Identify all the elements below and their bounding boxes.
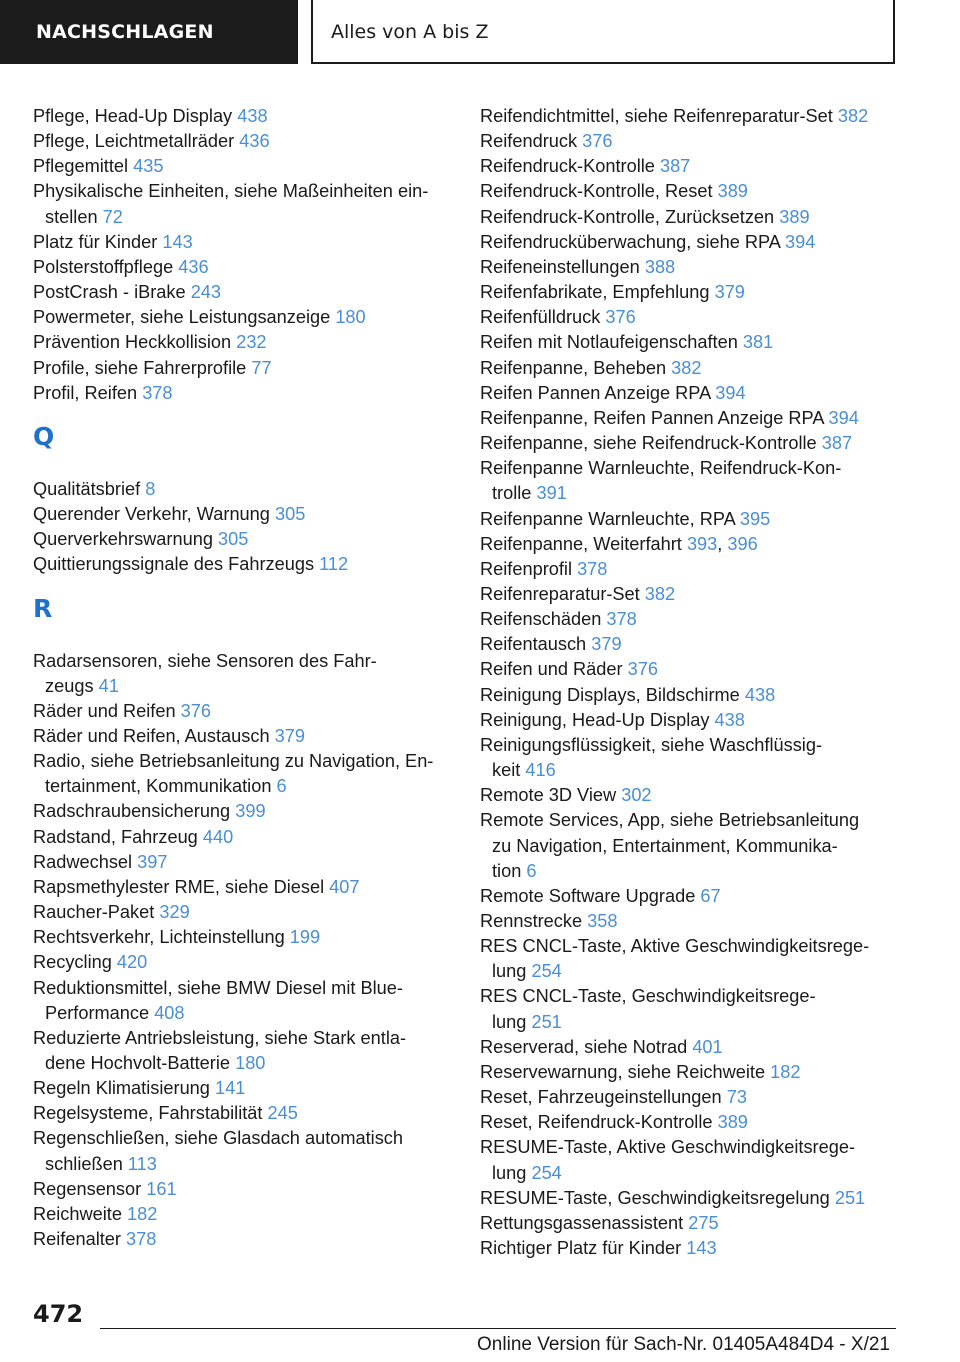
page-reference-link[interactable]: 436	[178, 256, 209, 277]
index-entry-text: Reifendruck-Kontrolle, Reset	[480, 181, 713, 202]
index-entry-text: Reifenreparatur-Set	[480, 583, 640, 604]
page-reference-link[interactable]: 305	[274, 504, 306, 525]
page-reference-link[interactable]: 358	[587, 911, 618, 931]
index-entry	[480, 305, 910, 330]
index-entry	[480, 733, 910, 783]
page-reference-link[interactable]: 302	[621, 785, 652, 806]
page-reference-link[interactable]: 180	[235, 1053, 266, 1073]
index-entry-text: Reifendruck	[480, 131, 578, 152]
page-reference-link[interactable]: 41	[98, 675, 119, 696]
index-entry-text: Prävention Heckkollision	[33, 332, 232, 353]
index-entry-text: Pflege, Leichtmetallräder	[33, 131, 235, 152]
index-entry-text: stellen	[45, 206, 98, 227]
page-reference-link[interactable]: 143	[162, 231, 193, 252]
index-entry	[480, 708, 910, 733]
page-reference-link[interactable]: 243	[190, 282, 222, 303]
index-entry	[480, 154, 910, 179]
index-entry-text: Performance	[45, 1002, 150, 1023]
index-entry	[33, 305, 458, 330]
page-reference-link[interactable]: 382	[644, 583, 676, 604]
index-entry-text: Radstand, Fahrzeug	[33, 826, 198, 847]
index-entry	[480, 356, 910, 381]
index-entry-text: Reduktionsmittel, siehe BMW Diesel mit Blue-	[33, 977, 403, 998]
index-entry	[33, 900, 458, 925]
page-number: 472	[33, 1300, 84, 1328]
page-reference-link[interactable]: 416	[525, 760, 556, 781]
index-entry	[33, 699, 458, 724]
index-entry-text: Reifendichtmittel, siehe Reifenreparatur-Set	[480, 106, 833, 126]
index-entry-text: Remote Software Upgrade	[480, 885, 696, 906]
index-entry	[33, 875, 458, 900]
index-entry	[480, 104, 910, 129]
index-entry	[480, 1236, 910, 1261]
page-reference-link[interactable]: 141	[214, 1078, 246, 1099]
index-entry	[33, 280, 458, 305]
index-entry-text: Radschraubensicherung	[33, 801, 231, 822]
index-entry	[480, 783, 910, 808]
index-entry-text: Regeln Klimatisierung	[33, 1078, 210, 1099]
index-entry-text: Reifeneinstellungen	[480, 256, 640, 277]
page-reference-link[interactable]: 77	[251, 357, 272, 378]
index-entry-text: Reserverad, siehe Notrad	[480, 1036, 688, 1057]
index-column-right	[480, 104, 910, 1261]
page-reference-link[interactable]: 143	[686, 1238, 717, 1259]
index-entry-text: Remote 3D View	[480, 785, 617, 806]
index-entry	[480, 557, 910, 582]
page-reference-link[interactable]: 420	[116, 952, 148, 973]
index-entry	[480, 507, 910, 532]
page-reference-link[interactable]: 389	[717, 181, 748, 202]
index-entry-text: RES CNCL-Taste, Aktive Geschwindigkeitsrege-	[480, 936, 870, 957]
index-entry-text: RESUME-Taste, Aktive Geschwindigkeitsrege-	[480, 1137, 855, 1158]
index-entry-text: Platz für Kinder	[33, 231, 158, 252]
index-entry	[33, 154, 458, 179]
chapter-tab: Alles von A bis Z	[311, 0, 895, 64]
index-entry-text: Regensensor	[33, 1178, 142, 1199]
index-entry	[480, 179, 910, 204]
page-reference-link[interactable]: 435	[133, 156, 164, 177]
index-entry	[33, 230, 458, 255]
page-reference-link[interactable]: 395	[739, 508, 771, 529]
page-reference-link[interactable]: 67	[700, 885, 721, 906]
index-entry	[480, 406, 910, 431]
index-entry-text: Reset, Reifendruck-Kontrolle	[480, 1112, 713, 1133]
index-entry-text: Reifenprofil	[480, 558, 572, 579]
index-entry-text: Regelsysteme, Fahrstabilität	[33, 1103, 263, 1124]
page-reference-link[interactable]: 245	[267, 1103, 298, 1124]
index-entry-text: tertainment, Kommunikation	[45, 776, 272, 797]
index-entry-text: RES CNCL-Taste, Geschwindigkeitsrege-	[480, 986, 816, 1007]
index-entry	[480, 205, 910, 230]
index-entry-text: Regenschließen, siehe Glasdach automatisch	[33, 1128, 404, 1149]
index-entry	[480, 129, 910, 154]
index-entry	[33, 129, 458, 154]
index-entry-text: PostCrash - iBrake	[33, 282, 186, 303]
index-entry	[480, 1186, 910, 1211]
index-entry	[480, 330, 910, 355]
index-entry	[33, 502, 458, 527]
index-entry	[480, 280, 910, 305]
index-entry	[480, 1135, 910, 1185]
index-entry-text: Reinigung Displays, Bildschirme	[480, 684, 740, 705]
page-header	[0, 0, 960, 66]
index-entry	[33, 850, 458, 875]
index-entry-text: Radio, siehe Betriebsanleitung zu Navigation, En-	[33, 751, 434, 772]
index-entry-text: Reinigung, Head-Up Display	[480, 709, 710, 730]
index-entry	[33, 825, 458, 850]
page-reference-link[interactable]: 376	[180, 700, 211, 721]
index-entry-text: Reifenalter	[33, 1229, 121, 1250]
index-entry-text: Reifenschäden	[480, 609, 602, 630]
index-entry-text: Rettungsgassenassistent	[480, 1212, 684, 1233]
page-reference-link[interactable]: 376	[605, 307, 636, 328]
index-entry-text: Reifenpanne Warnleuchte, Reifendruck-Kon-	[480, 458, 842, 479]
index-entry-text: Reduzierte Antriebsleistung, siehe Stark entla-	[33, 1027, 407, 1048]
index-entry	[33, 925, 458, 950]
index-entry	[480, 934, 910, 984]
index-entry-text: lung	[492, 961, 527, 982]
page-reference-link[interactable]: 275	[688, 1212, 719, 1233]
index-entry-text: dene Hochvolt-Batterie	[45, 1053, 231, 1073]
page-reference-link[interactable]: 387	[821, 433, 853, 454]
page-reference-link[interactable]: 182	[127, 1203, 158, 1224]
index-entry	[33, 649, 458, 699]
page-reference-link[interactable]: 376	[627, 659, 658, 680]
index-entry-text: Reifenpanne Warnleuchte, RPA	[480, 508, 735, 529]
index-entry	[480, 1211, 910, 1236]
page-reference-link[interactable]: 378	[606, 609, 637, 630]
page-reference-link[interactable]: 382	[837, 106, 869, 126]
index-entry-text: Reservewarnung, siehe Reichweite	[480, 1061, 766, 1082]
index-entry	[480, 657, 910, 682]
index-entry	[480, 1060, 910, 1085]
index-entry-text: RESUME-Taste, Geschwindigkeitsregelung	[480, 1187, 830, 1208]
index-entry-text: Reifen und Räder	[480, 659, 623, 680]
page-reference-link[interactable]: 387	[659, 156, 691, 177]
index-entry-text: Quittierungssignale des Fahrzeugs	[33, 554, 315, 575]
index-entry	[33, 1227, 458, 1252]
page-reference-link[interactable]: 408	[154, 1002, 185, 1023]
index-entry-text: schließen	[45, 1153, 123, 1174]
index-entry	[480, 582, 910, 607]
index-letter-heading: Q	[33, 421, 55, 451]
page-reference-link[interactable]: 378	[126, 1229, 157, 1250]
page-reference-link[interactable]: 73	[726, 1087, 747, 1108]
section-tab: NACHSCHLAGEN	[0, 0, 298, 64]
page-reference-link[interactable]: 112	[319, 554, 349, 575]
index-entry-text: Räder und Reifen, Austausch	[33, 725, 270, 746]
index-entry-text: Raucher-Paket	[33, 902, 155, 923]
index-entry-text: Reichweite	[33, 1203, 122, 1224]
index-entry-text: Physikalische Einheiten, siehe Maßeinheiten ein-	[33, 181, 429, 202]
index-entry	[33, 1126, 458, 1176]
index-entry-text: Reifen mit Notlaufeigenschaften	[480, 332, 738, 353]
index-entry	[480, 230, 910, 255]
index-entry-text: Powermeter, siehe Leistungsanzeige	[33, 307, 331, 328]
index-entry	[33, 356, 458, 381]
index-entry-text: Reifendrucküberwachung, siehe RPA	[480, 231, 780, 252]
index-entry	[33, 1101, 458, 1126]
index-entry-text: trolle	[492, 483, 532, 504]
index-entry	[33, 1076, 458, 1101]
index-entry-text: Radwechsel	[33, 851, 133, 872]
index-entry-text: Rennstrecke	[480, 911, 583, 931]
index-entry	[33, 1202, 458, 1227]
page-reference-link[interactable]: 389	[779, 206, 810, 227]
index-entry	[480, 431, 910, 456]
index-entry: Reifenpanne, Weiterfahrt 393, 396	[480, 533, 758, 554]
index-entry-text: Reifenfülldruck	[480, 307, 601, 328]
index-entry-text: zeugs	[45, 675, 94, 696]
page-reference-link[interactable]: 251	[834, 1187, 866, 1208]
index-entry-text: Reset, Fahrzeugeinstellungen	[480, 1087, 722, 1108]
index-entry-text: lung	[492, 1162, 527, 1183]
page-reference-link[interactable]: 438	[237, 106, 268, 126]
page-reference-link[interactable]: 438	[744, 684, 776, 705]
index-entry-text: Reifenpanne, Weiterfahrt	[480, 533, 682, 554]
page-reference-link[interactable]: 389	[717, 1112, 748, 1133]
index-entry	[480, 984, 910, 1034]
index-entry-text: Polsterstoffpflege	[33, 256, 174, 277]
index-entry-text: keit	[492, 760, 521, 781]
index-entry-text: Reifenpanne, Beheben	[480, 357, 667, 378]
page-reference-link[interactable]: 8	[145, 478, 156, 499]
page-reference-link[interactable]: 401	[692, 1036, 723, 1057]
index-entry-text: Querender Verkehr, Warnung	[33, 504, 270, 525]
index-entry	[33, 179, 458, 229]
index-entry	[33, 976, 458, 1026]
index-entry-text: Pflegemittel	[33, 156, 129, 177]
index-entry-text: Remote Services, App, siehe Betriebsanleitung	[480, 810, 860, 831]
index-entry	[480, 255, 910, 280]
page-reference-link[interactable]: 378	[142, 382, 173, 403]
page-reference-link[interactable]: 378	[577, 558, 608, 579]
index-entry	[33, 552, 458, 577]
page-reference-link[interactable]: 394	[785, 231, 816, 252]
page-reference-link[interactable]: 161	[146, 1178, 177, 1199]
index-entry-text: Reifendruck-Kontrolle	[480, 156, 655, 177]
page-reference-link[interactable]: 397	[137, 851, 168, 872]
index-entry-text: Reifenfabrikate, Empfehlung	[480, 282, 710, 303]
index-entry-text: Profil, Reifen	[33, 382, 138, 403]
index-entry	[33, 950, 458, 975]
page-reference-link[interactable]: 396	[727, 533, 758, 554]
index-entry	[33, 799, 458, 824]
page-reference-link[interactable]: 381	[742, 332, 774, 353]
index-entry	[480, 683, 910, 708]
page-reference-link[interactable]: 305	[218, 529, 249, 550]
page-reference-link[interactable]: 6	[276, 776, 287, 797]
page-reference-link[interactable]: 393	[686, 533, 718, 554]
index-entry	[480, 632, 910, 657]
index-entry-text: Qualitätsbrief	[33, 478, 141, 499]
page-reference-link[interactable]: 394	[828, 407, 859, 428]
page-reference-link[interactable]: 6	[526, 860, 537, 881]
index-entry-text: Reifenpanne, siehe Reifendruck-Kontrolle	[480, 433, 817, 454]
page-reference-link[interactable]: 438	[714, 709, 745, 730]
index-entry	[480, 456, 910, 506]
page-reference-link[interactable]: 376	[582, 131, 613, 152]
index-entry	[33, 1026, 458, 1076]
page-reference-link[interactable]: 407	[329, 876, 360, 897]
index-entry-text: Profile, siehe Fahrerprofile	[33, 357, 247, 378]
index-entry	[33, 527, 458, 552]
page-reference-link[interactable]: 399	[235, 801, 266, 822]
page-reference-link[interactable]: 329	[159, 902, 190, 923]
index-letter-heading: R	[33, 593, 53, 623]
index-entry-text: Reifenpanne, Reifen Pannen Anzeige RPA	[480, 407, 824, 428]
index-entry	[480, 1085, 910, 1110]
page-reference-link[interactable]: 232	[236, 332, 267, 353]
page-reference-link[interactable]: 72	[102, 206, 123, 227]
index-entry	[480, 607, 910, 632]
index-entry	[480, 381, 910, 406]
page-reference-link[interactable]: 254	[531, 1162, 562, 1183]
index-entry	[33, 477, 458, 502]
page-reference-link[interactable]: 113	[127, 1153, 157, 1174]
page-reference-link[interactable]: 391	[536, 483, 567, 504]
index-entry	[33, 1177, 458, 1202]
page-reference-link[interactable]: 379	[714, 282, 745, 303]
index-entry-text: lung	[492, 1011, 527, 1032]
index-entry-text: Rapsmethylester RME, siehe Diesel	[33, 876, 325, 897]
index-entry	[33, 381, 458, 406]
index-entry-text: Reifen Pannen Anzeige RPA	[480, 382, 711, 403]
index-entry-text: Reifentausch	[480, 634, 587, 655]
index-entry-text: Richtiger Platz für Kinder	[480, 1238, 682, 1259]
index-entry-text: Radarsensoren, siehe Sensoren des Fahr-	[33, 650, 377, 671]
index-entry	[33, 749, 458, 799]
page-reference-link[interactable]: 394	[715, 382, 746, 403]
footer-divider	[100, 1328, 896, 1329]
index-entry	[480, 1110, 910, 1135]
online-version-note: Online Version für Sach-Nr. 01405A484D4 - X/21	[477, 1334, 890, 1355]
index-entry	[480, 884, 910, 909]
page-reference-link[interactable]: 388	[644, 256, 676, 277]
index-entry-text: Reifendruck-Kontrolle, Zurücksetzen	[480, 206, 775, 227]
index-entry	[480, 808, 910, 883]
index-entry-text: Räder und Reifen	[33, 700, 176, 721]
page-reference-link[interactable]: 254	[531, 961, 562, 982]
page-reference-link[interactable]: 199	[289, 927, 321, 948]
index-column-left	[33, 104, 458, 1252]
index-entry	[480, 909, 910, 934]
index-entry-text: zu Navigation, Entertainment, Kommunika-	[492, 835, 838, 856]
page-reference-link[interactable]: 379	[274, 725, 306, 746]
index-entry	[33, 104, 458, 129]
index-entry-text: Recycling	[33, 952, 112, 973]
page-reference-link[interactable]: 180	[335, 307, 366, 328]
index-entry-text: Rechtsverkehr, Lichteinstellung	[33, 927, 285, 948]
page-reference-link[interactable]: 251	[531, 1011, 562, 1032]
page-reference-link[interactable]: 440	[202, 826, 234, 847]
index-entry-text: tion	[492, 860, 522, 881]
index-entry	[33, 255, 458, 280]
index-entry	[33, 330, 458, 355]
page-reference-link[interactable]: 382	[671, 357, 702, 378]
index-entry-text: Pflege, Head-Up Display	[33, 106, 233, 126]
index-entry-text: Reinigungsflüssigkeit, siehe Waschflüssig-	[480, 734, 823, 755]
index-entry	[480, 1035, 910, 1060]
index-entry-text: Querverkehrswarnung	[33, 529, 213, 550]
page-reference-link[interactable]: 379	[591, 634, 622, 655]
page-reference-link[interactable]: 436	[239, 131, 270, 152]
page-reference-link[interactable]: 182	[770, 1061, 801, 1082]
index-entry	[33, 724, 458, 749]
